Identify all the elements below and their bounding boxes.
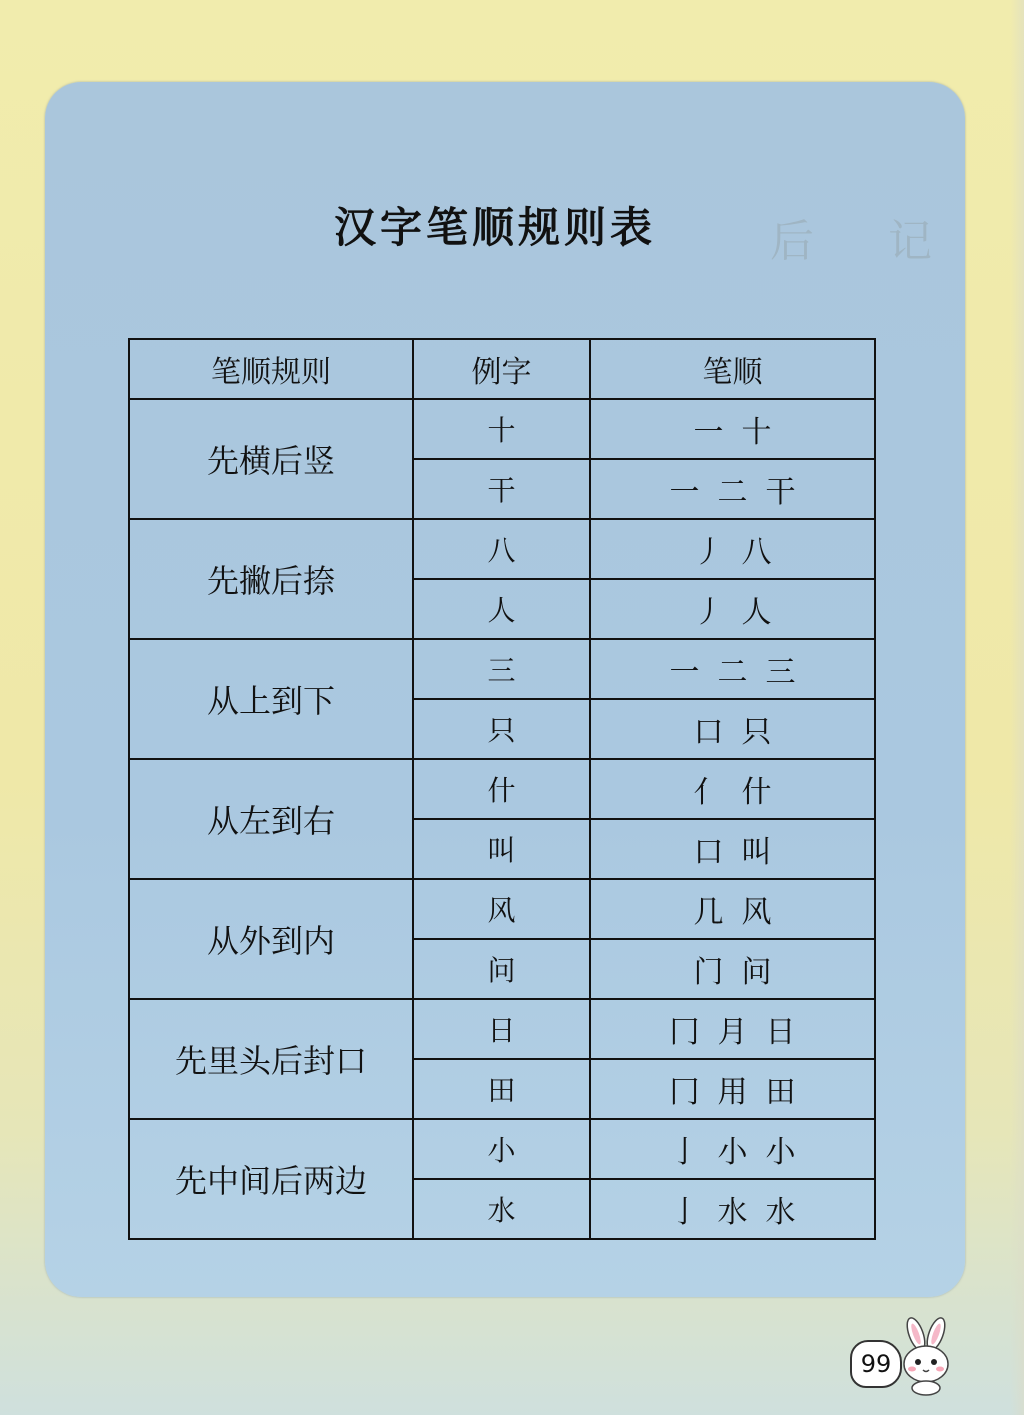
rule-cell: 先撇后捺 bbox=[129, 519, 413, 639]
stroke-step: 一 bbox=[669, 475, 700, 510]
stroke-sequence bbox=[590, 1059, 875, 1119]
example-char: 十 bbox=[413, 399, 590, 459]
stroke-step: 丿 bbox=[693, 595, 724, 630]
stroke-step: 冂 bbox=[669, 1015, 700, 1050]
example-char: 八 bbox=[413, 519, 590, 579]
rule-cell: 从外到内 bbox=[129, 879, 413, 999]
stroke-step: 丿 bbox=[693, 535, 724, 570]
stroke-step: 口 bbox=[693, 715, 724, 750]
rule-cell: 先横后竖 bbox=[129, 399, 413, 519]
stroke-step: 水 bbox=[717, 1195, 748, 1230]
stroke-step: 水 bbox=[765, 1195, 796, 1230]
stroke-step: 十 bbox=[741, 415, 772, 450]
stroke-step: 风 bbox=[741, 895, 772, 930]
rule-cell: 从左到右 bbox=[129, 759, 413, 879]
example-char: 干 bbox=[413, 459, 590, 519]
example-char: 三 bbox=[413, 639, 590, 699]
header-strokes: 笔顺 bbox=[590, 339, 875, 399]
stroke-step: 冂 bbox=[669, 1075, 700, 1110]
stroke-step: 日 bbox=[765, 1015, 796, 1050]
stroke-sequence bbox=[590, 1179, 875, 1239]
stroke-step: 什 bbox=[741, 775, 772, 810]
stroke-sequence bbox=[590, 639, 875, 699]
table-row bbox=[129, 759, 875, 819]
example-char: 日 bbox=[413, 999, 590, 1059]
stroke-sequence bbox=[590, 459, 875, 519]
stroke-sequence bbox=[590, 939, 875, 999]
stroke-step: 干 bbox=[765, 475, 796, 510]
background-watermark: 后 记 bbox=[770, 216, 962, 267]
example-char: 人 bbox=[413, 579, 590, 639]
stroke-step: 人 bbox=[741, 595, 772, 630]
stroke-sequence bbox=[590, 579, 875, 639]
page-number: 99 bbox=[850, 1340, 902, 1388]
page-title: 汉字笔顺规则表 bbox=[333, 203, 656, 252]
stroke-sequence bbox=[590, 759, 875, 819]
stroke-step: 亅 bbox=[669, 1135, 700, 1170]
bunny-mascot-icon bbox=[894, 1316, 958, 1396]
header-example: 例字 bbox=[413, 339, 590, 399]
stroke-step: 亅 bbox=[669, 1195, 700, 1230]
rule-cell: 先里头后封口 bbox=[129, 999, 413, 1119]
stroke-sequence bbox=[590, 999, 875, 1059]
table-row bbox=[129, 999, 875, 1059]
table-row bbox=[129, 399, 875, 459]
stroke-step: 叫 bbox=[741, 835, 772, 870]
rule-cell: 从上到下 bbox=[129, 639, 413, 759]
example-char: 田 bbox=[413, 1059, 590, 1119]
table-row bbox=[129, 1119, 875, 1179]
stroke-sequence bbox=[590, 819, 875, 879]
example-char: 只 bbox=[413, 699, 590, 759]
stroke-sequence bbox=[590, 399, 875, 459]
stroke-step: 门 bbox=[693, 955, 724, 990]
stroke-step: 田 bbox=[765, 1075, 796, 1110]
header-rule: 笔顺规则 bbox=[129, 339, 413, 399]
stroke-step: 月 bbox=[717, 1015, 748, 1050]
table-header-row bbox=[129, 339, 875, 399]
page-edge bbox=[1010, 0, 1024, 1415]
stroke-sequence bbox=[590, 1119, 875, 1179]
example-char: 小 bbox=[413, 1119, 590, 1179]
table-row bbox=[129, 519, 875, 579]
stroke-step: 二 bbox=[717, 655, 748, 690]
table-row bbox=[129, 639, 875, 699]
stroke-step: 小 bbox=[765, 1135, 796, 1170]
example-char: 叫 bbox=[413, 819, 590, 879]
stroke-step: 问 bbox=[741, 955, 772, 990]
stroke-step: 三 bbox=[765, 655, 796, 690]
stroke-step: 口 bbox=[693, 835, 724, 870]
stroke-step: 只 bbox=[741, 715, 772, 750]
stroke-step: 八 bbox=[741, 535, 772, 570]
stroke-step: 几 bbox=[693, 895, 724, 930]
stroke-sequence bbox=[590, 699, 875, 759]
stroke-sequence bbox=[590, 519, 875, 579]
stroke-step: 二 bbox=[717, 475, 748, 510]
stroke-step: 一 bbox=[669, 655, 700, 690]
table-row bbox=[129, 879, 875, 939]
page-number-badge bbox=[844, 1322, 954, 1402]
example-char: 什 bbox=[413, 759, 590, 819]
stroke-sequence bbox=[590, 879, 875, 939]
stroke-step: 亻 bbox=[693, 775, 724, 810]
example-char: 风 bbox=[413, 879, 590, 939]
stroke-step: 小 bbox=[717, 1135, 748, 1170]
rule-cell: 先中间后两边 bbox=[129, 1119, 413, 1239]
example-char: 问 bbox=[413, 939, 590, 999]
stroke-step: 一 bbox=[693, 415, 724, 450]
stroke-order-table bbox=[128, 338, 876, 1240]
example-char: 水 bbox=[413, 1179, 590, 1239]
stroke-step: 用 bbox=[717, 1075, 748, 1110]
